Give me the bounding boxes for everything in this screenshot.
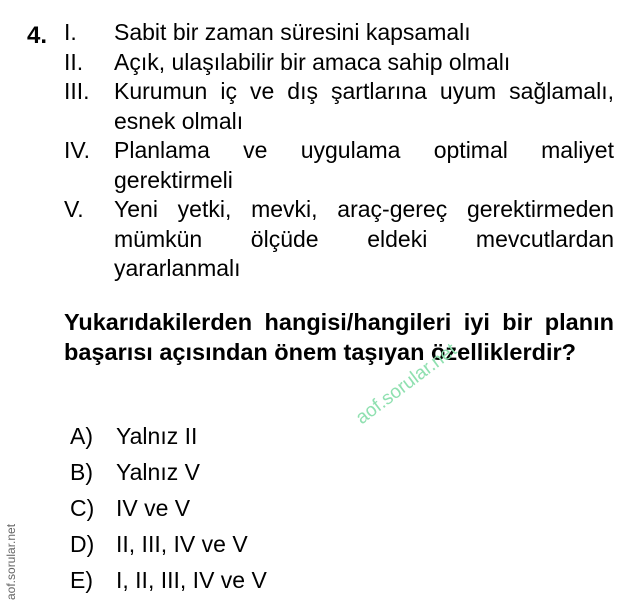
statement-text: Sabit bir zaman süresini kapsamalı [114,19,471,45]
option-letter: B) [70,459,93,485]
option-letter: C) [70,495,95,521]
answer-option-a[interactable] [70,418,267,454]
option-text: Yalnız II [116,423,198,449]
statement-text: Kurumun iç ve dış şartlarına uyum sağlamalı, esnek olmalı [114,78,614,134]
answer-option-b[interactable] [70,454,267,490]
statement-text: Yeni yetki, mevki, araç-gereç gerektirmeden mümkün ölçüde eldeki mevcutlardan yararlanmalı [114,196,614,281]
statement-numeral: IV. [64,137,91,163]
statement-item [64,136,614,195]
answer-options [70,418,267,598]
statement-numeral: I. [64,19,77,45]
option-letter: D) [70,531,95,557]
statement-numeral: II. [64,48,84,75]
answer-option-e[interactable] [70,562,267,598]
answer-option-c[interactable] [70,490,267,526]
side-watermark: aof.sorular.net [4,523,18,600]
option-letter: A) [70,423,93,449]
statement-item [64,48,614,78]
option-text: I, II, III, IV ve V [116,567,267,593]
option-text: IV ve V [116,495,191,521]
statement-list [64,18,614,284]
statement-item [64,77,614,136]
question-number: 4. [27,22,48,49]
option-text: II, III, IV ve V [116,531,248,557]
statement-item [64,195,614,284]
option-letter: E) [70,567,93,593]
option-text: Yalnız V [116,459,200,485]
watermark: aof.sorular.net [352,339,461,429]
statement-text: Planlama ve uygulama optimal maliyet gerektirmeli [114,137,614,193]
statement-item [64,18,614,48]
statement-numeral: III. [64,78,90,104]
question-stem: Yukarıdakilerden hangisi/hangileri iyi bir planın başarısı açısından önem taşıyan özelliklerdir? [64,309,614,365]
statement-text: Açık, ulaşılabilir bir amaca sahip olmalı [114,48,511,75]
statement-numeral: V. [64,196,84,222]
answer-option-d[interactable] [70,526,267,562]
